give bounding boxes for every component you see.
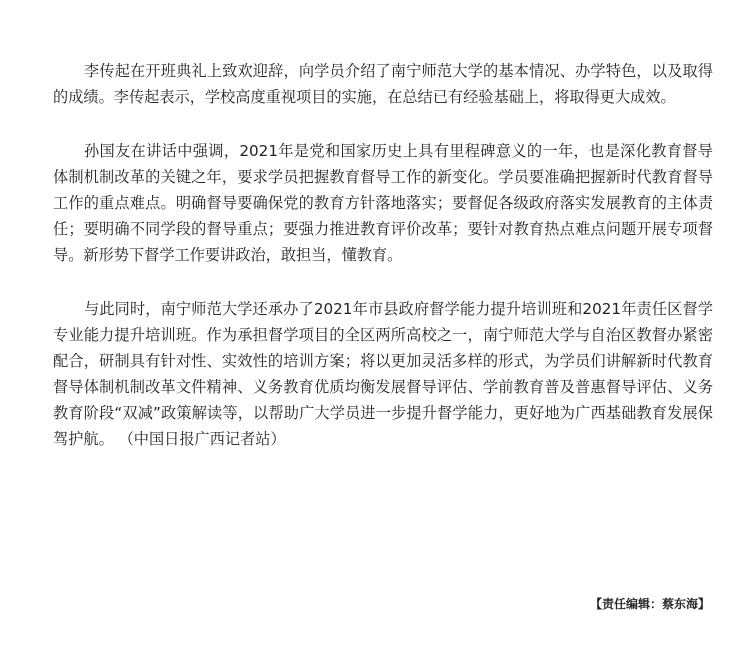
paragraph-training-programs: 与此同时，南宁师范大学还承办了2021年市县政府督学能力提升培训班和2021年责任区督学专业能力提升培训班。作为承担督学项目的全区两所高校之一，南宁师范大学与自治区教督办紧密配合，研制具有针对性、实效性的培训方案；将以更加灵活多样的形式，为学员们讲解新时代教育督导体制机制改革文件精神、义务教育优质均衡发展督导评估、学前教育普及普惠督导评估、义务教育阶段“双减”政策解读等，以帮助广大学员进一步提升督学能力，更好地为广西基础教育发展保驾护航。 （中国日报广西记者站） (53, 300, 713, 448)
paragraph-welcome-speech: 李传起在开班典礼上致欢迎辞，向学员介绍了南宁师范大学的基本情况、办学特色，以及取得的成绩。李传起表示，学校高度重视项目的实施，在总结已有经验基础上，将取得更大成效。 (53, 62, 713, 106)
responsible-editor: 【责任编辑：蔡东海】 (589, 597, 710, 611)
paragraph-keynote-speech: 孙国友在讲话中强调，2021年是党和国家历史上具有里程碑意义的一年，也是深化教育督导体制机制改革的关键之年，要求学员把握教育督导工作的新变化。学员要准确把握新时代教育督导工作的重点难点。明确督导要确保党的教育方针落地落实；要督促各级政府落实发展教育的主体责任；要明确不同学段的督导重点；要强力推进教育评价改革；要针对教育热点难点问题开展专项督导。新形势下督学工作要讲政治，敢担当，懂教育。 (53, 142, 713, 264)
article-body (53, 58, 713, 480)
